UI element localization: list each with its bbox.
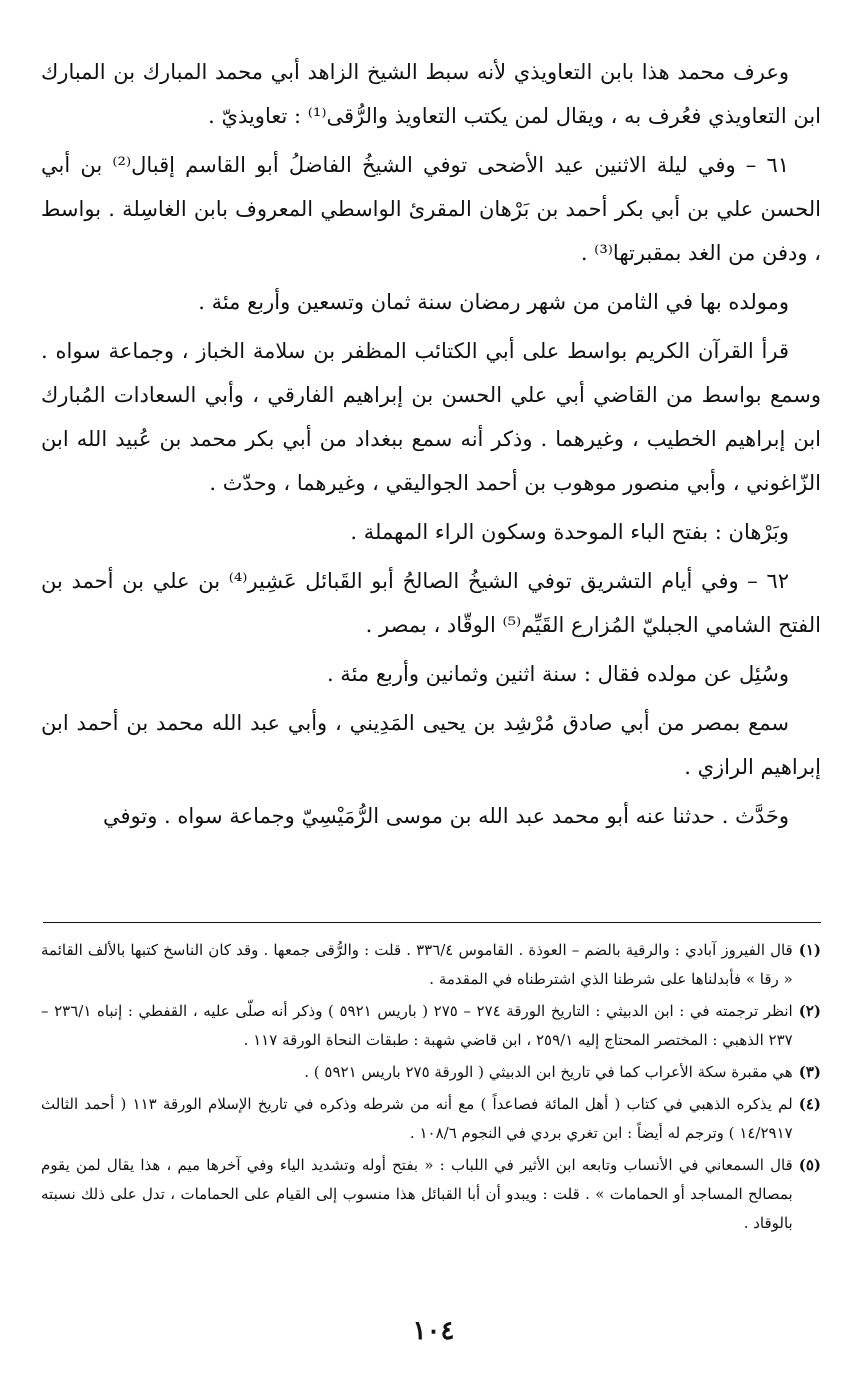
footnote-text: انظر ترجمته في : ابن الدبيثي : التاريخ الورقة ٢٧٤ – ٢٧٥ ( باريس ٥٩٢١ ) وذكر أنه صلّى عليه ، القفطي : إنباه ٢٣٦/١ – ٢٣٧ الذهبي : المختصر المحتاج إليه ٢٥٩/١ ، ابن قاضي شهبة : طبقات النحاة الورقة ١١٧ . xyxy=(41,1002,793,1049)
footnote-divider xyxy=(43,922,821,923)
footnote-number: (٥) xyxy=(798,1156,821,1174)
footnote-number: (١) xyxy=(798,941,821,959)
footnote-4 xyxy=(41,1090,821,1148)
footnote-number: (٣) xyxy=(798,1063,821,1081)
footnote-3 xyxy=(41,1058,821,1087)
paragraph-3: ومولده بها في الثامن من شهر رمضان سنة ثمان وتسعين وأربع مئة . xyxy=(198,290,789,314)
paragraph-9: وحَدَّث . حدثنا عنه أبو محمد عبد الله بن موسى الرُّمَيْسِيّ وجماعة سواه . وتوفي xyxy=(102,804,789,828)
paragraph-8: سمع بمصر من أبي صادق مُرْشِد بن يحيى المَدِيني ، وأبي عبد الله محمد بن أحمد ابن إبراهيم الرازي . xyxy=(41,711,821,779)
footnote-text: لم يذكره الذهبي في كتاب ( أهل المائة فصاعداً ) مع أنه من شرطه وذكره في تاريخ الإسلام الورقة ١١٣ ( أحمد الثالث ١٤/٢٩١٧ ) وترجم له أيضاً : ابن تغري بردي في النجوم ١٠٨/٦ . xyxy=(41,1095,793,1142)
footnote-2 xyxy=(41,997,821,1055)
paragraph-7: وسُئِل عن مولده فقال : سنة اثنين وثمانين وأربع مئة . xyxy=(326,662,789,686)
footnotes xyxy=(41,936,821,1241)
footnote-5 xyxy=(41,1151,821,1238)
page-number: ١٠٤ xyxy=(412,1316,455,1346)
paragraph-5: وبَرْهان : بفتح الباء الموحدة وسكون الراء المهملة . xyxy=(350,520,789,544)
paragraph-2: ٦١ – وفي ليلة الاثنين عيد الأضحى توفي الشيخُ الفاضلُ أبو القاسم إقبال⁽²⁾ بن أبي الحسن علي بن أبي بكر أحمد بن بَرْهان المقرئ الواسطي المعروف بابن الغاسِلة . بواسط ، ودفن من الغد بمقبرتها⁽³⁾ . xyxy=(41,153,821,265)
footnote-1 xyxy=(41,936,821,994)
paragraph-6: ٦٢ – وفي أيام التشريق توفي الشيخُ الصالحُ أبو القَبائل عَشِير⁽⁴⁾ بن علي بن أحمد بن الفتح الشامي الجبليّ المُزارع القَيِّم⁽⁵⁾ الوقّاد ، بمصر . xyxy=(41,569,821,637)
main-text xyxy=(41,50,821,838)
footnote-text: قال الفيروز آبادي : والرقية بالضم – العوذة . القاموس ٣٣٦/٤ . قلت : والرُّقى جمعها . وقد كان الناسخ كتبها بالألف القائمة « رقا » فأبدلناها على شرطنا الذي اشترطناه في المقدمة . xyxy=(41,941,793,988)
footnote-number: (٤) xyxy=(798,1095,821,1113)
paragraph-1: وعرف محمد هذا بابن التعاويذي لأنه سبط الشيخ الزاهد أبي محمد المبارك بن المبارك ابن التعاويذي فعُرف به ، ويقال لمن يكتب التعاويذ والرُّقى⁽¹⁾ : تعاويذيّ . xyxy=(41,60,821,128)
book-page xyxy=(41,50,821,843)
footnote-number: (٢) xyxy=(798,1002,821,1020)
paragraph-4: قرأ القرآن الكريم بواسط على أبي الكتائب المظفر بن سلامة الخباز ، وجماعة سواه . وسمع بواسط من القاضي أبي علي الحسن بن إبراهيم الفارقي ، وأبي السعادات المُبارك ابن إبراهيم الخطيب ، وغيرهما . وذكر أنه سمع ببغداد من أبي بكر محمد بن عُبيد الله ابن الزّاغوني ، وأبي منصور موهوب بن أحمد الجواليقي ، وغيرهما ، وحدّث . xyxy=(41,339,821,495)
footnote-text: هي مقبرة سكة الأعراب كما في تاريخ ابن الدبيثي ( الورقة ٢٧٥ باريس ٥٩٢١ ) . xyxy=(304,1063,793,1081)
footnote-text: قال السمعاني في الأنساب وتابعه ابن الأثير في اللباب : « بفتح أوله وتشديد الياء وفي آخرها ميم ، هذا يقال لمن يقوم بمصالح المساجد أو الحمامات » . قلت : ويبدو أن أبا القبائل هذا منسوب إلى القيام على الحمامات ، تدل على ذلك نسبته بالوقاد . xyxy=(41,1156,793,1232)
